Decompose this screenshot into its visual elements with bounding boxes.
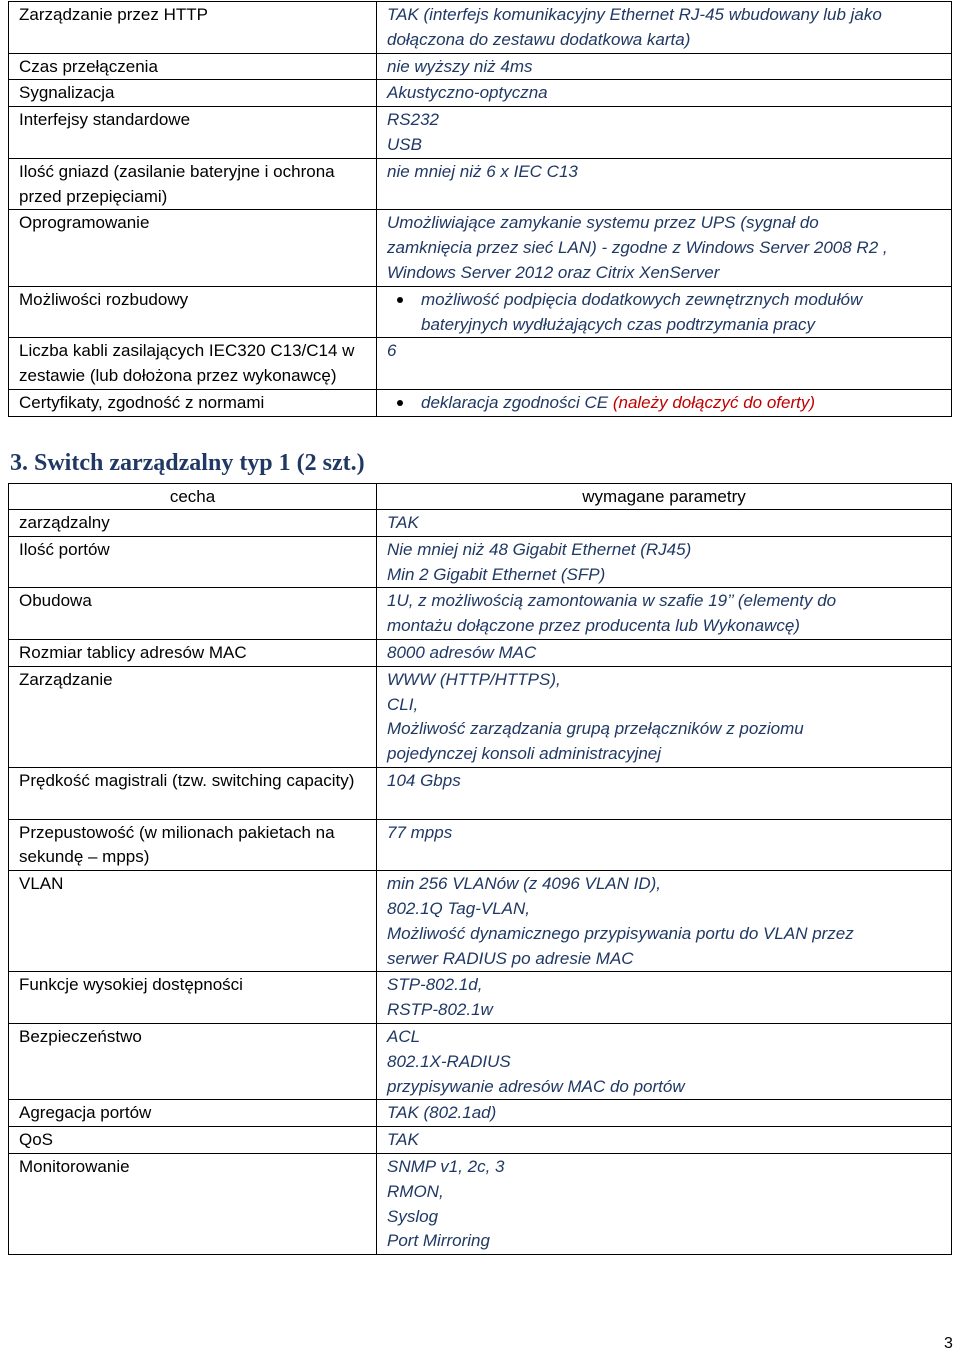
- row-label: Funkcje wysokiej dostępności: [9, 972, 377, 1024]
- row-label: Zarządzanie przez HTTP: [9, 2, 377, 54]
- value-line: nie mniej niż 6 x IEC C13: [387, 161, 578, 181]
- row-value: [377, 972, 952, 1024]
- row-label: Czas przełączenia: [9, 53, 377, 80]
- table-row: [9, 767, 952, 819]
- value-line: Możliwość zarządzania grupą przełączników z poziomu: [387, 719, 804, 739]
- row-value: [377, 588, 952, 640]
- row-value: [377, 53, 952, 80]
- row-value: [377, 1153, 952, 1254]
- table-row: [9, 972, 952, 1024]
- value-line: Port Mirroring: [387, 1231, 490, 1251]
- value-line: przypisywanie adresów MAC do portów: [387, 1076, 685, 1096]
- bullet-line: bateryjnych wydłużających czas podtrzymania pracy: [421, 314, 816, 334]
- value-line: USB: [387, 134, 422, 154]
- value-line: TAK: [387, 1130, 419, 1150]
- table-row: [9, 510, 952, 537]
- table-row: [9, 588, 952, 640]
- value-line: 77 mpps: [387, 822, 453, 842]
- row-value: [377, 1127, 952, 1154]
- row-value: [377, 2, 952, 54]
- page-number: 3: [944, 1335, 953, 1352]
- table-row: [9, 639, 952, 666]
- row-label: Rozmiar tablicy adresów MAC: [9, 639, 377, 666]
- row-value: [377, 767, 952, 819]
- row-value: [377, 819, 952, 871]
- table-row: [9, 80, 952, 107]
- table-header-row: [9, 484, 952, 510]
- table-row: [9, 338, 952, 390]
- value-line: montażu dołączone przez producenta lub Wykonawcę): [387, 616, 800, 636]
- row-value: [377, 871, 952, 972]
- switch-spec-table-body: [9, 510, 952, 1255]
- value-line: RMON,: [387, 1181, 444, 1201]
- value-line: min 256 VLANów (z 4096 VLAN ID),: [387, 874, 662, 894]
- table-row: [9, 1153, 952, 1254]
- row-label: Ilość gniazd (zasilanie bateryjne i ochrona przed przepięciami): [9, 158, 377, 210]
- bullet-text: deklaracja zgodności CE: [421, 392, 613, 412]
- value-line: 8000 adresów MAC: [387, 642, 537, 662]
- value-line: Syslog: [387, 1206, 439, 1226]
- value-line: RSTP-802.1w: [387, 1000, 493, 1020]
- value-line: zamknięcia przez sieć LAN) - zgodne z Windows Server 2008 R2 ,: [387, 238, 888, 258]
- row-value: [377, 666, 952, 767]
- table-row: [9, 1127, 952, 1154]
- value-line: 802.1X-RADIUS: [387, 1051, 511, 1071]
- row-label: Interfejsy standardowe: [9, 107, 377, 159]
- value-line: Możliwość dynamicznego przypisywania portu do VLAN przez: [387, 923, 854, 943]
- row-label: VLAN: [9, 871, 377, 972]
- value-line: TAK (802.1ad): [387, 1103, 497, 1123]
- row-value: [377, 536, 952, 588]
- value-line: nie wyższy niż 4ms: [387, 56, 533, 76]
- table-row: [9, 536, 952, 588]
- row-label: Bezpieczeństwo: [9, 1023, 377, 1099]
- value-line: Nie mniej niż 48 Gigabit Ethernet (RJ45): [387, 539, 692, 559]
- table-row: [9, 871, 952, 972]
- table-row: [9, 1023, 952, 1099]
- value-line: pojedynczej konsoli administracyjnej: [387, 744, 662, 764]
- row-value: [377, 210, 952, 286]
- value-line: [387, 845, 945, 870]
- table-row: [9, 53, 952, 80]
- value-line: Umożliwiające zamykanie systemu przez UPS (sygnał do: [387, 213, 819, 233]
- value-line: Min 2 Gigabit Ethernet (SFP): [387, 564, 606, 584]
- value-line: TAK: [387, 513, 419, 532]
- switch-spec-table: [8, 483, 952, 1255]
- row-label: Sygnalizacja: [9, 80, 377, 107]
- row-label: Liczba kabli zasilających IEC320 C13/C14 w zestawie (lub dołożona przez wykonawcę): [9, 338, 377, 390]
- row-value: [377, 639, 952, 666]
- table-row: [9, 2, 952, 54]
- value-line: TAK (interfejs komunikacyjny Ethernet RJ-45 wbudowany lub jako: [387, 5, 882, 24]
- value-line: 6: [387, 341, 397, 361]
- row-value: [377, 286, 952, 338]
- row-value: [377, 1100, 952, 1127]
- table-row: [9, 286, 952, 338]
- row-label: Certyfikaty, zgodność z normami: [9, 389, 377, 416]
- bullet-item: [387, 288, 945, 338]
- row-value: [377, 510, 952, 537]
- value-line: [387, 794, 945, 819]
- row-value: [377, 1023, 952, 1099]
- row-value: [377, 389, 952, 416]
- row-label: Prędkość magistrali (tzw. switching capacity): [9, 767, 377, 819]
- table-row: [9, 158, 952, 210]
- row-label: Obudowa: [9, 588, 377, 640]
- row-label: zarządzalny: [9, 510, 377, 537]
- header-requirements: wymagane parametry: [377, 484, 952, 510]
- bullet-note: (należy dołączyć do oferty): [612, 392, 816, 412]
- row-label: Monitorowanie: [9, 1153, 377, 1254]
- value-line: 1U, z możliwością zamontowania w szafie 19’’ (elementy do: [387, 591, 837, 611]
- value-line: WWW (HTTP/HTTPS),: [387, 669, 561, 689]
- row-label: Zarządzanie: [9, 666, 377, 767]
- row-value: [377, 107, 952, 159]
- table-row: [9, 819, 952, 871]
- table-row: [9, 210, 952, 286]
- value-line: STP-802.1d,: [387, 975, 483, 995]
- row-label: Przepustowość (w milionach pakietach na sekundę – mpps): [9, 819, 377, 871]
- table-row: [9, 389, 952, 416]
- header-feature: cecha: [9, 484, 377, 510]
- value-line: Akustyczno-optyczna: [387, 83, 548, 103]
- value-line: 802.1Q Tag-VLAN,: [387, 898, 531, 918]
- table-row: [9, 107, 952, 159]
- bullet-item: [387, 391, 945, 416]
- value-line: dołączona do zestawu dodatkowa karta): [387, 29, 691, 49]
- row-label: Oprogramowanie: [9, 210, 377, 286]
- value-line: SNMP v1, 2c, 3: [387, 1156, 505, 1176]
- bullet-line: możliwość podpięcia dodatkowych zewnętrznych modułów: [421, 289, 863, 309]
- value-line: serwer RADIUS po adresie MAC: [387, 948, 634, 968]
- row-label: QoS: [9, 1127, 377, 1154]
- row-value: [377, 158, 952, 210]
- value-line: Windows Server 2012 oraz Citrix XenServer: [387, 262, 720, 282]
- row-value: [377, 338, 952, 390]
- row-value: [377, 80, 952, 107]
- row-label: Ilość portów: [9, 536, 377, 588]
- value-line: CLI,: [387, 694, 419, 714]
- value-line: [387, 185, 945, 210]
- ups-spec-table: [8, 1, 952, 417]
- row-label: Agregacja portów: [9, 1100, 377, 1127]
- section-heading: 3. Switch zarządzalny typ 1 (2 szt.): [10, 450, 365, 476]
- row-label: Możliwości rozbudowy: [9, 286, 377, 338]
- ups-spec-table-body: [9, 2, 952, 417]
- value-line: ACL: [387, 1026, 421, 1046]
- value-line: 104 Gbps: [387, 770, 461, 790]
- table-row: [9, 1100, 952, 1127]
- table-row: [9, 666, 952, 767]
- value-line: RS232: [387, 110, 439, 130]
